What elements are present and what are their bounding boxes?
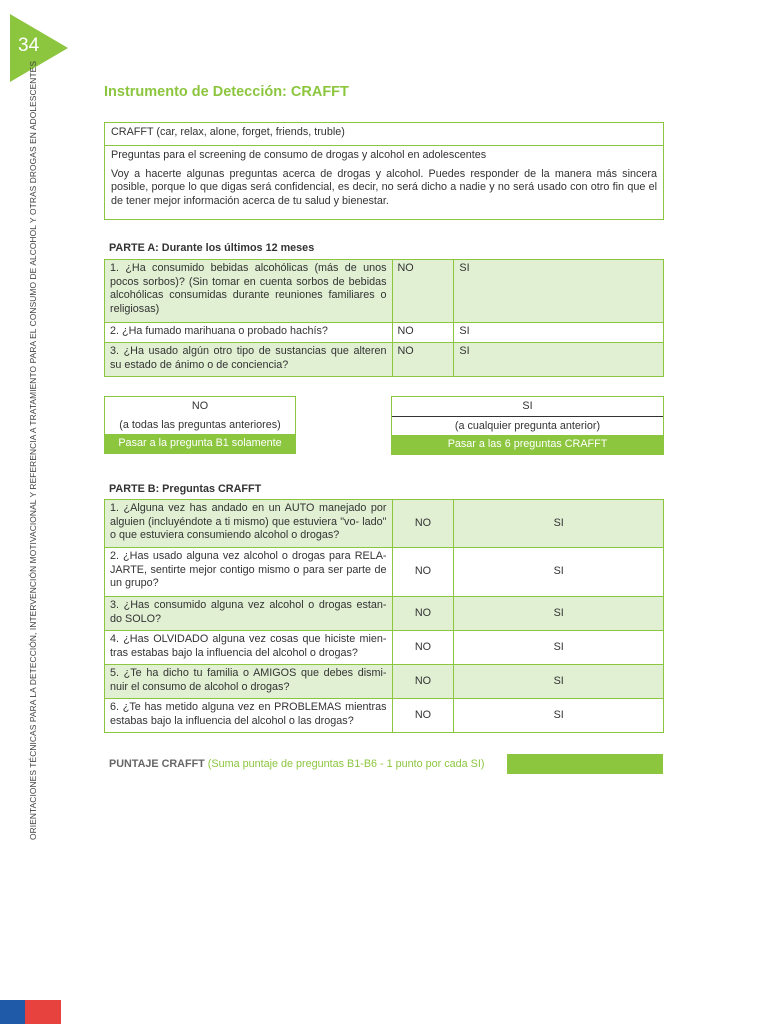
parte-b-title: PARTE B: Preguntas CRAFFT (109, 483, 262, 495)
si-cell: SI (454, 323, 664, 343)
no-cell: NO (392, 699, 454, 733)
question-cell: 4. ¿Has OLVIDADO alguna vez cosas que hiciste mien- tras estabas bajo la influencia del alcohol o drogas? (105, 631, 393, 665)
question-cell: 3. ¿Ha usado algún otro tipo de sustancias que alteren su estado de ánimo o de conciencia? (105, 343, 393, 377)
question-cell: 6. ¿Te has metido alguna vez en PROBLEMAS mientras estabas bajo la influencia del alcohol o las drogas? (105, 699, 393, 733)
no-cell: NO (392, 343, 454, 377)
table-row (105, 665, 664, 699)
si-cell: SI (454, 597, 664, 631)
table-row (105, 260, 664, 323)
table-row (105, 500, 664, 548)
table-row (105, 323, 664, 343)
side-running-title: ORIENTACIONES TÉCNICAS PARA LA DETECCIÓN, INTERVENCIÓN MOTIVACIONAL Y REFERENCIA A TRATAMIENTO PARA EL CONSUMO DE ALCOHOL Y OTRAS DROGAS EN ADOLESCENTES (28, 60, 38, 840)
no-cell: NO (392, 631, 454, 665)
no-cell: NO (392, 597, 454, 631)
parte-a-title: PARTE A: Durante los últimos 12 meses (109, 242, 315, 254)
crafft-score-line (109, 758, 484, 770)
score-entry-field (507, 754, 663, 774)
question-cell: 3. ¿Has consumido alguna vez alcohol o drogas estan- do SOLO? (105, 597, 393, 631)
parte-b-table (104, 499, 664, 733)
decision-si-sub: (a cualquier pregunta anterior) (454, 419, 601, 432)
si-cell: SI (454, 500, 664, 548)
si-cell: SI (454, 548, 664, 597)
decision-si-box (391, 396, 664, 455)
screening-line: Preguntas para el screening de consumo de drogas y alcohol en adolescentes (111, 149, 487, 161)
no-cell: NO (392, 548, 454, 597)
flag-red-block (25, 1000, 61, 1024)
no-cell: NO (392, 500, 454, 548)
no-cell: NO (392, 323, 454, 343)
decision-no-action: Pasar a la pregunta B1 solamente (105, 434, 295, 453)
question-cell: 1. ¿Ha consumido bebidas alcohólicas (más de unos pocos sorbos)? (Sin tomar en cuenta sorbos de bebidas alcohólicas consumidas durante reuniones familiares o religiosas) (105, 260, 393, 323)
intro-box (104, 122, 664, 220)
page-title: Instrumento de Detección: CRAFFT (104, 84, 349, 100)
question-cell: 2. ¿Ha fumado marihuana o probado hachís? (105, 323, 393, 343)
si-cell: SI (454, 665, 664, 699)
table-row (105, 343, 664, 377)
page-number: 34 (18, 35, 40, 56)
si-cell: SI (454, 631, 664, 665)
no-cell: NO (392, 260, 454, 323)
question-cell: 2. ¿Has usado alguna vez alcohol o drogas para RELA- JARTE, sentirte mejor contigo mismo o para ser parte de un grupo? (105, 548, 393, 597)
table-row (105, 631, 664, 665)
decision-no-label: NO (191, 400, 209, 412)
flag-blue-block (0, 1000, 25, 1024)
parte-a-table (104, 259, 664, 377)
question-cell: 5. ¿Te ha dicho tu familia o AMIGOS que debes dismi- nuir el consumo de alcohol o drogas? (105, 665, 393, 699)
table-row (105, 699, 664, 733)
decision-no-sub: (a todas las preguntas anteriores) (119, 418, 281, 431)
table-row (105, 597, 664, 631)
crafft-acronym-line: CRAFFT (car, relax, alone, forget, friends, truble) (111, 126, 345, 138)
table-row (105, 548, 664, 597)
si-cell: SI (454, 343, 664, 377)
si-cell: SI (454, 260, 664, 323)
score-label: PUNTAJE CRAFFT (109, 758, 205, 770)
decision-si-action: Pasar a las 6 preguntas CRAFFT (392, 435, 663, 454)
intro-paragraph: Voy a hacerte algunas preguntas acerca de drogas y alcohol. Puedes responder de la manera más sincera posible, porque lo que digas será confidencial, es decir, no será dicho a nadie y no será usado con otro fin que el de tener mejor información acerca de tu salud y bienestar. (111, 167, 657, 207)
decision-si-label: SI (392, 397, 663, 417)
question-cell: 1. ¿Alguna vez has andado en un AUTO manejado por alguien (incluyéndote a ti mismo) que estuviera "vo- lado" o que estuviera consumiendo alcohol o drogas? (105, 500, 393, 548)
decision-no-box (104, 396, 296, 454)
si-cell: SI (454, 699, 664, 733)
score-note: (Suma puntaje de preguntas B1-B6 - 1 punto por cada SI) (207, 758, 485, 770)
no-cell: NO (392, 665, 454, 699)
